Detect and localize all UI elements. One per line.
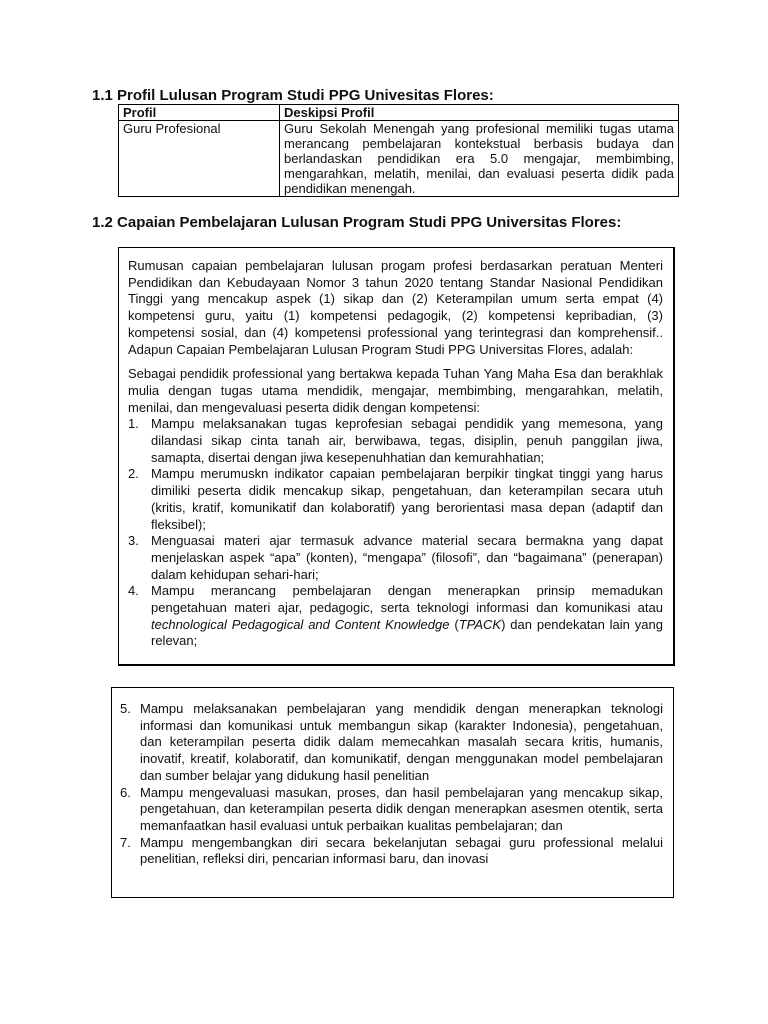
list-item-number: 6. bbox=[120, 784, 131, 800]
cell-profil: Guru Profesional bbox=[119, 121, 280, 197]
list-item-text: Menguasai materi ajar termasuk advance material secara bermakna yang dapat menjelaskan aspek “apa” (konten), “mengapa” (filosofi”, dan “bagaimana” (penerapan) dalam kehidupan sehari-hari; bbox=[151, 533, 663, 582]
list-item-number: 1. bbox=[128, 416, 139, 432]
list-item bbox=[128, 466, 663, 533]
tpack-abbrev: TPACK bbox=[458, 616, 502, 632]
table-row bbox=[119, 121, 679, 197]
intro-paragraph: Rumusan capaian pembelajaran lulusan progam profesi berdasarkan peratuan Menteri Pendidikan dan Kebudayaan Nomor 3 tahun 2020 tentang Standar Nasional Pendidikan Tinggi yang mencakup aspek (1) sikap dan (2) Keterampilan umum serta empat (4) kompetensi guru, yaitu (1) kompetensi pedagogik, (2) kompetensi kepribadian, (3) kompetensi sosial, dan (4) kompetensi professional yang terintegrasi dan komprehensif.. Adapun Capaian Pembelajaran Lulusan Program Studi PPG Universitas Flores, adalah: bbox=[128, 258, 663, 357]
column-header-deskripsi: Deskipsi Profil bbox=[280, 105, 679, 121]
list-item-text: Mampu merumuskn indikator capaian pembelajaran berpikir tingkat tinggi yang harus dimiliki peserta didik mencakup sikap, pengetahuan, dan keterampilan secara utuh (kritis, kratif, komunikatif dan kolaboratif) yang berorientasi masa depan (adaptif dan fleksibel); bbox=[151, 466, 663, 532]
list-item bbox=[120, 785, 663, 835]
list-item-text: Mampu mengevaluasi masukan, proses, dan hasil pembelajaran yang mencakup sikap, pengetahuan, dan keterampilan peserta didik dengan menerapkan asesmen otentik, serta memanfaatkan hasil evaluasi untuk perbaikan kualitas pembelajaran; dan bbox=[140, 784, 663, 833]
list-item bbox=[128, 416, 663, 466]
list-item-text: Mampu merancang pembelajaran dengan menerapkan prinsip memadukan pengetahuan materi ajar, pedagogic, serta teknologi informasi dan komunikasi atau technological Pedagogical and Content Knowledge (TPACK) dan pendekatan lain yang relevan; bbox=[151, 583, 663, 649]
list-item-number: 2. bbox=[128, 466, 139, 482]
profil-table bbox=[118, 104, 679, 197]
tpack-term: technological Pedagogical and Content Knowledge bbox=[151, 616, 450, 632]
table-header-row bbox=[119, 105, 679, 121]
list-item bbox=[128, 583, 663, 650]
section-2-heading: 1.2 Capaian Pembelajaran Lulusan Program Studi PPG Universitas Flores: bbox=[92, 214, 622, 231]
list-item-text: Mampu mengembangkan diri secara bekelanjutan sebagai guru professional melalui penelitian, refleksi diri, pencarian informasi baru, dan inovasi bbox=[140, 834, 663, 867]
learning-outcomes-continuation-box bbox=[111, 687, 674, 898]
list-item bbox=[128, 533, 663, 583]
list-item-number: 7. bbox=[120, 834, 131, 850]
section-1-heading: 1.1 Profil Lulusan Program Studi PPG Univesitas Flores: bbox=[92, 87, 494, 104]
competency-list-continued bbox=[120, 701, 663, 868]
list-item-text: Mampu melaksanakan pembelajaran yang mendidik dengan menerapkan teknologi informasi dan komunikasi untuk membangun sikap (karakter Indonesia), pengetahuan, dan keterampilan peserta didik dalam memecahkan masalah secara kritis, humanis, inovatif, kreatif, kolaboratif, dan komunikatif, dengan menggunakan model pembelajaran dan sumber belajar yang didukung hasil penelitian bbox=[140, 701, 663, 783]
lead-paragraph: Sebagai pendidik professional yang bertakwa kepada Tuhan Yang Maha Esa dan berakhlak mulia dengan tugas utama mendidik, mengajar, membimbing, mengarahkan, melatih, menilai, dan mengevaluasi peserta didik dengan kompetensi: bbox=[128, 366, 663, 415]
column-header-profil: Profil bbox=[119, 105, 280, 121]
list-item bbox=[120, 701, 663, 785]
list-item-number: 3. bbox=[128, 533, 139, 549]
list-item bbox=[120, 835, 663, 868]
cell-deskripsi: Guru Sekolah Menengah yang profesional memiliki tugas utama merancang pembelajaran kontekstual berbasis budaya dan berlandaskan pendidikan era 5.0 mengajar, membimbing, mengarahkan, melatih, menilai, dan evaluasi peserta didik pada pendidikan menengah. bbox=[280, 121, 679, 197]
learning-outcomes-box bbox=[118, 247, 675, 666]
list-item-text: Mampu melaksanakan tugas keprofesian sebagai pendidik yang memesona, yang dilandasi sikap cinta tanah air, berwibawa, tegas, disiplin, penuh panggilan jiwa, samapta, disertai dengan jiwa kesepenuhhatian dan kemurahhatian; bbox=[151, 416, 663, 465]
list-item-number: 5. bbox=[120, 701, 131, 716]
competency-list bbox=[128, 416, 663, 650]
list-item-number: 4. bbox=[128, 583, 139, 599]
